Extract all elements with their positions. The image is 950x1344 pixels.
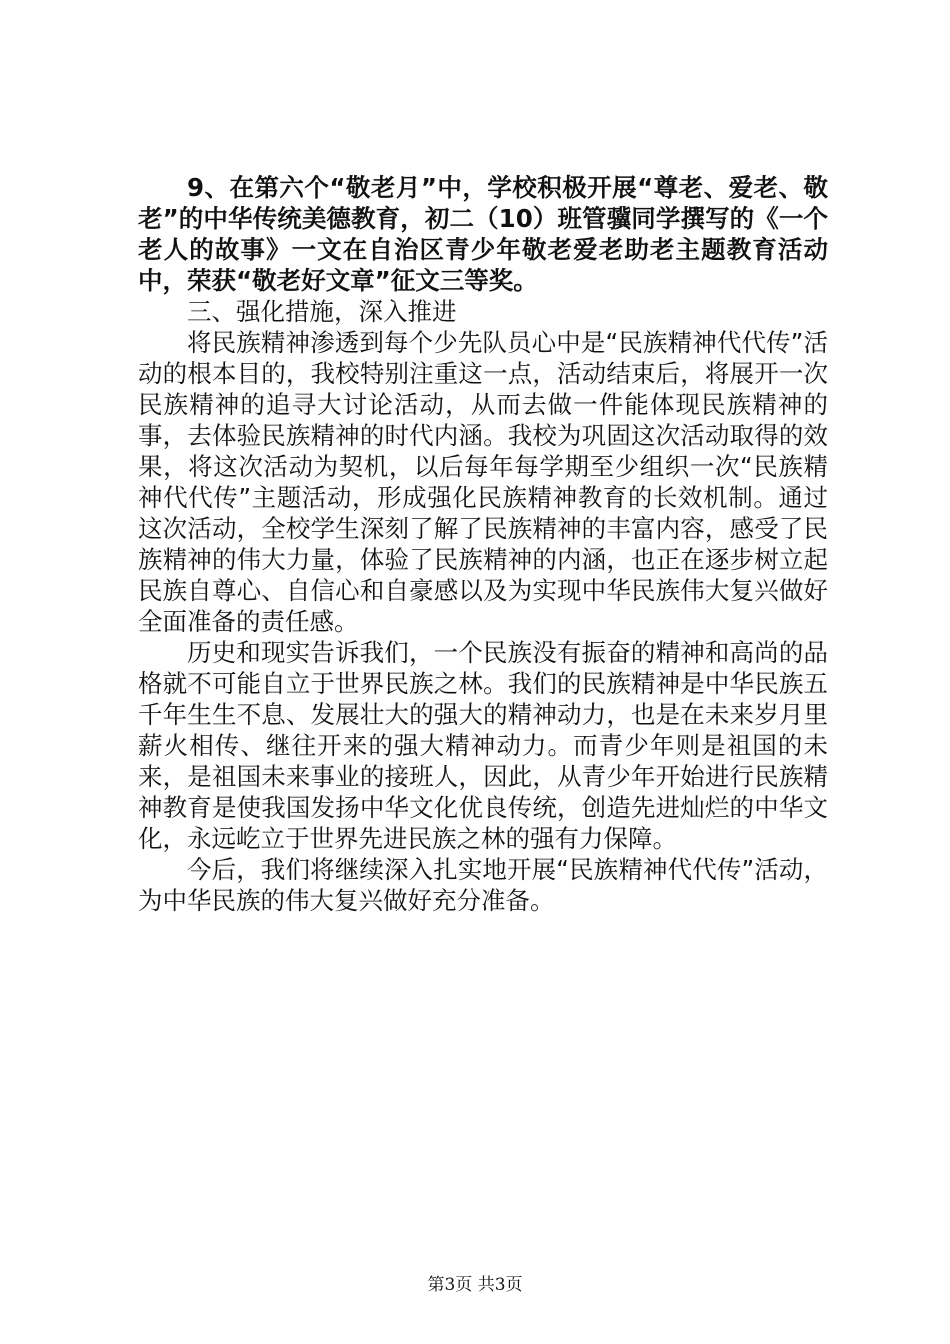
document-body (138, 172, 828, 916)
paragraph-history: 历史和现实告诉我们，一个民族没有振奋的精神和高尚的品格就不可能自立于世界民族之林。我们的民族精神是中华民族五千年生生不息、发展壮大的强大的精神动力，也是在未来岁月里薪火相传、继往开来的强大精神动力。而青少年则是祖国的未来，是祖国未来事业的接班人，因此，从青少年开始进行民族精神教育是使我国发扬中华文化优良传统，创造先进灿烂的中华文化，永远屹立于世界先进民族之林的强有力保障。 (138, 638, 828, 853)
paragraph-award: 9、在第六个“敬老月”中，学校积极开展“尊老、爱老、敬老”的中华传统美德教育，初二（10）班管骥同学撰写的《一个老人的故事》一文在自治区青少年敬老爱老助老主题教育活动中，荣获“敬老好文章”征文三等奖。 (138, 173, 828, 295)
paragraph-future: 今后，我们将继续深入扎实地开展“民族精神代代传”活动，为中华民族的伟大复兴做好充分准备。 (138, 855, 828, 915)
page-number-footer: 第3页 共3页 (427, 1275, 523, 1295)
paragraph-measures: 将民族精神渗透到每个少先队员心中是“民族精神代代传”活动的根本目的，我校特别注重这一点，活动结束后，将展开一次民族精神的追寻大讨论活动，从而去做一件能体现民族精神的事，去体验民族精神的时代内涵。我校为巩固这次活动取得的效果，将这次活动为契机，以后每年每学期至少组织一次“民族精神代代传”主题活动，形成强化民族精神教育的长效机制。通过这次活动，全校学生深刻了解了民族精神的丰富内容，感受了民族精神的伟大力量，体验了民族精神的内涵，也正在逐步树立起民族自尊心、自信心和自豪感以及为实现中华民族伟大复兴做好全面准备的责任感。 (138, 328, 828, 636)
section-heading: 三、强化措施，深入推进 (187, 297, 457, 326)
